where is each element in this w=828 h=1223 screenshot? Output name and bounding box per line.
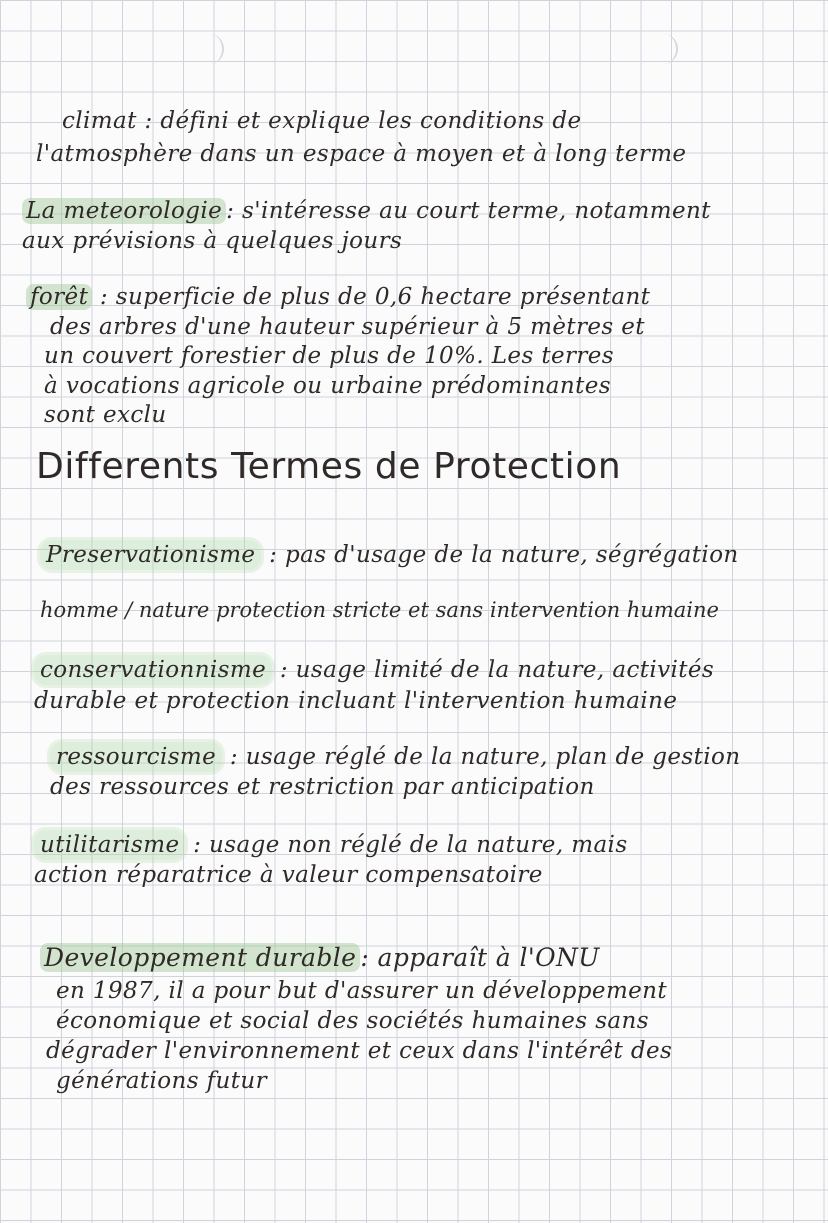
binder-hole-left [196,34,224,64]
term-climat: climat [62,108,137,134]
ressourcisme-line-1: : usage réglé de la nature, plan de gestion [222,744,741,770]
foret-line-5: sont exclu [44,402,167,428]
climat-line-1: : défini et explique les conditions de [136,108,582,134]
ressourcisme-line-2: des ressources et restriction par anticipation [50,774,595,800]
conservationnisme-line-1: : usage limité de la nature, activités [272,657,715,683]
utilitarisme-line-2: action réparatrice à valeur compensatoire [34,862,543,888]
term-ressourcisme: ressourcisme [50,742,222,772]
developpement-durable-line-2: en 1987, il a pour but d'assurer un développement [56,978,668,1004]
term-preservationnisme: Preservationisme [40,540,261,570]
developpement-durable-line-5: générations futur [56,1068,268,1094]
meteorologie-line-2: aux prévisions à quelques jours [22,228,403,254]
binder-hole-right [650,34,678,64]
climat-line-2: l'atmosphère dans un espace à moyen et à long terme [36,141,687,167]
foret-line-2: des arbres d'une hauteur supérieur à 5 mètres et [50,314,645,340]
foret-line-4: à vocations agricole ou urbaine prédominantes [44,373,611,399]
foret-line-1: : superficie de plus de 0,6 hectare présentant [92,284,651,310]
foret-line-3: un couvert forestier de plus de 10%. Les terres [44,343,615,369]
section-heading: Differents Termes de Protection [36,446,622,487]
developpement-durable-line-3: économique et social des sociétés humaines sans [56,1008,649,1034]
conservationnisme-line-2: durable et protection incluant l'intervention humaine [34,688,678,714]
developpement-durable-line-1: : apparaît à l'ONU [360,943,600,972]
term-foret: forêt [26,284,92,310]
term-utilitarisme: utilitarisme [34,830,185,860]
preservationnisme-line-1: : pas d'usage de la nature, ségrégation [261,542,739,568]
meteorologie-line-1: : s'intéresse au court terme, notamment [226,198,711,224]
term-developpement-durable: Developpement durable [40,943,360,972]
term-meteorologie: La meteorologie [22,198,226,224]
term-conservationnisme: conservationnisme [34,655,272,685]
preservationnisme-line-2: homme / nature protection stricte et sans intervention humaine [40,598,719,622]
utilitarisme-line-1: : usage non réglé de la nature, mais [185,832,628,858]
developpement-durable-line-4: dégrader l'environnement et ceux dans l'intérêt des [46,1038,673,1064]
